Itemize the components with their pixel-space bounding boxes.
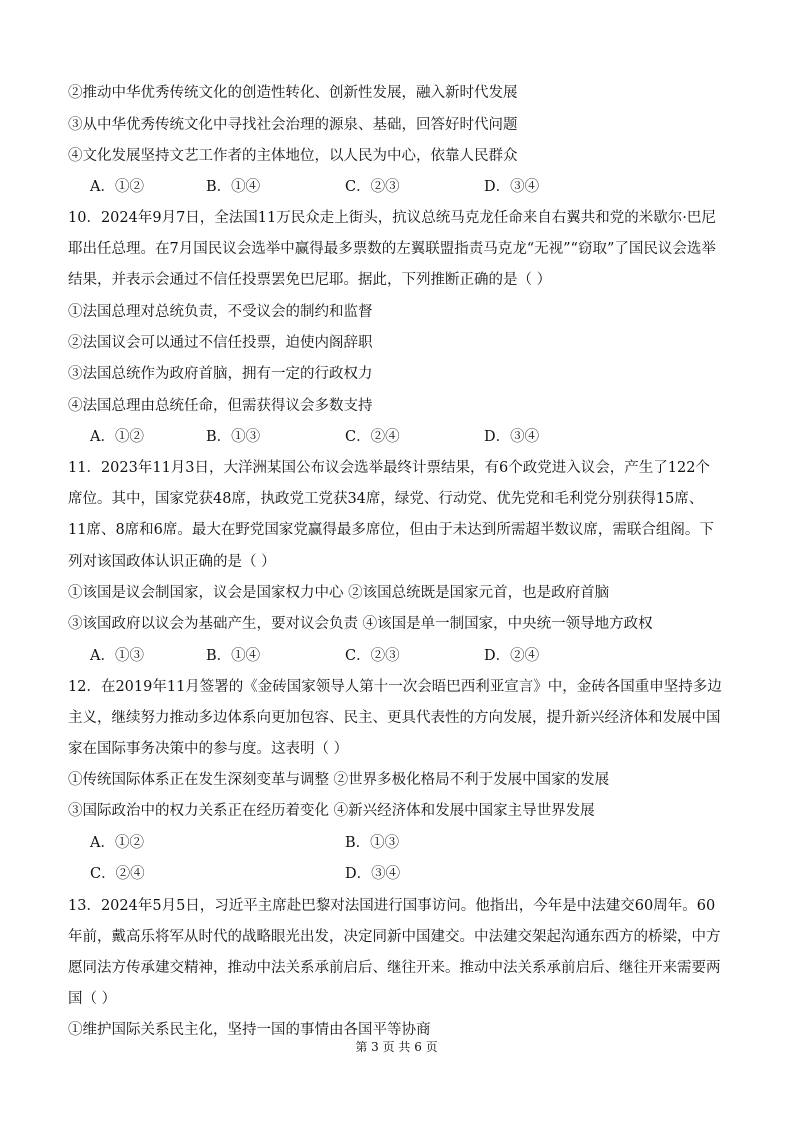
q13-stem-line-2: 年前，戴高乐将军从时代的战略眼光出发，决定同新中国建交。中法建交架起沟通东西方的桥梁，中方 (68, 929, 721, 945)
q12-options-row-2 (0, 864, 793, 884)
q11-items-row-2: ③该国政府以议会为基础产生，要对议会负责 ④该国是单一制国家，中央统一领导地方政权 (68, 616, 653, 632)
q11-stem-line-3: 11席、8席和6席。最大在野党国家党赢得最多席位，但由于未达到所需超半数议席，需联合组阁。下 (68, 522, 714, 538)
q12-stem-line-3: 家在国际事务决策中的参与度。这表明（ ） (68, 741, 349, 757)
q11-items-row-1: ①该国是议会制国家，议会是国家权力中心 ②该国总统既是国家元首，也是政府首脑 (68, 585, 610, 601)
q10-option-b: B．①③ (206, 429, 261, 445)
q13-stem-line-4: 国（ ） (68, 991, 117, 1007)
q11-option-a: A．①③ (90, 648, 144, 664)
q13-stem-line-1: 13．2024年5月5日，习近平主席赴巴黎对法国进行国事访问。他指出，今年是中法建交60周年。60 (68, 898, 716, 914)
q12-option-d: D．③④ (345, 866, 401, 882)
q10-stem-line-1: 10．2024年9月7日，全法国11万民众走上街头，抗议总统马克龙任命来自右翼共和党的米歇尔·巴尼 (68, 210, 716, 226)
q10-option-a: A．①② (90, 429, 144, 445)
q9-options (0, 177, 793, 197)
q13-stem-line-3: 愿同法方传承建交精神，推动中法关系承前启后、继往开来。推动中法关系承前启后、继往开来需要两 (68, 960, 721, 976)
q12-option-a: A．①② (90, 835, 144, 851)
q9-option-d: D．③④ (484, 179, 540, 195)
q12-items-row-2: ③国际政治中的权力关系正在经历着变化 ④新兴经济体和发展中国家主导世界发展 (68, 803, 595, 819)
q11-stem-line-1: 11．2023年11月3日，大洋洲某国公布议会选举最终计票结果，有6个政党进入议会，产生了122个 (68, 460, 710, 476)
q12-option-b: B．①③ (345, 835, 400, 851)
q10-options (0, 427, 793, 447)
q9-option-a: A．①② (90, 179, 144, 195)
q9-option-c: C．②③ (345, 179, 400, 195)
q10-stem-line-3: 结果，并表示会通过不信任投票罢免巴尼耶。据此，下列推断正确的是（ ） (68, 272, 552, 288)
q10-option-c: C．②④ (345, 429, 400, 445)
q10-item-2: ②法国议会可以通过不信任投票，迫使内阁辞职 (68, 335, 373, 351)
q9-option-b: B．①④ (206, 179, 261, 195)
q9-item-4: ④文化发展坚持文艺工作者的主体地位，以人民为中心，依靠人民群众 (68, 148, 518, 164)
q10-item-4: ④法国总理由总统任命，但需获得议会多数支持 (68, 398, 373, 414)
q11-stem-line-2: 席位。其中，国家党获48席，执政党工党获34席，绿党、行动党、优先党和毛利党分别获得15席、 (68, 491, 704, 507)
q10-stem-line-2: 耶出任总理。在7月国民议会选举中赢得最多票数的左翼联盟指责马克龙“无视”“窃取”了国民议会选举 (68, 241, 716, 257)
q12-stem-line-1: 12．在2019年11月签署的《金砖国家领导人第十一次会晤巴西利亚宣言》中，金砖各国重申坚持多边 (68, 679, 722, 695)
q11-option-d: D．②④ (484, 648, 540, 664)
q11-option-c: C．②③ (345, 648, 400, 664)
q12-items-row-1: ①传统国际体系正在发生深刻变革与调整 ②世界多极化格局不利于发展中国家的发展 (68, 772, 610, 788)
q11-options (0, 646, 793, 666)
q10-option-d: D．③④ (484, 429, 540, 445)
q11-stem-line-4: 列对该国政体认识正确的是（ ） (68, 554, 276, 570)
q9-item-2: ②推动中华优秀传统文化的创造性转化、创新性发展，融入新时代发展 (68, 85, 518, 101)
q12-stem-line-2: 主义，继续努力推动多边体系向更加包容、民主、更具代表性的方向发展，提升新兴经济体和发展中国 (68, 710, 721, 726)
q13-item-1: ①维护国际关系民主化，坚持一国的事情由各国平等协商 (68, 1022, 431, 1038)
q10-item-3: ③法国总统作为政府首脑，拥有一定的行政权力 (68, 366, 373, 382)
page-footer: 第 3 页 共 6 页 (355, 1040, 438, 1054)
q9-item-3: ③从中华优秀传统文化中寻找社会治理的源泉、基础，回答好时代问题 (68, 117, 518, 133)
q12-options-row-1 (0, 833, 793, 853)
q12-option-c: C．②④ (90, 866, 145, 882)
q11-option-b: B．①④ (206, 648, 261, 664)
q10-item-1: ①法国总理对总统负责，不受议会的制约和监督 (68, 304, 373, 320)
